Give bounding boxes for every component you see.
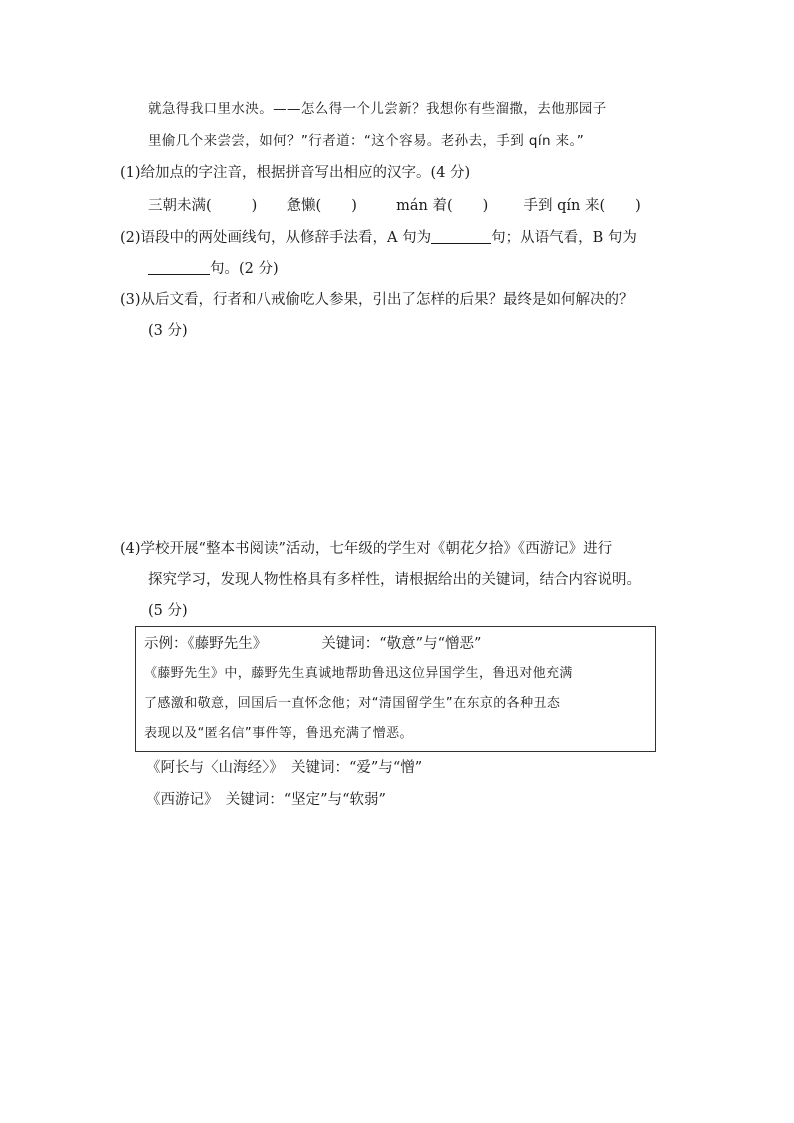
q2-part-3: 句。(2 分) bbox=[210, 261, 279, 277]
example-body-line-1: 《藤野先生》中，藤野先生真诚地帮助鲁迅这位异国学生，鲁迅对他充满 bbox=[144, 666, 573, 681]
example-body-line-3: 表现以及“匿名信”事件等，鲁迅充满了憎恶。 bbox=[144, 726, 413, 741]
q1-item-sanchao: 三朝未满( bbox=[148, 198, 212, 214]
question-4-score: (5 分) bbox=[148, 603, 188, 619]
question-4-line-1: (4)学校开展“整本书阅读”活动，七年级的学生对《朝花夕拾》《西游记》进行 bbox=[120, 541, 613, 557]
question-2-line-1 bbox=[120, 228, 637, 248]
q1-answer-close-1: ) bbox=[251, 198, 258, 214]
q2-part-2: 句；从语气看，B 句为 bbox=[491, 230, 637, 246]
question-4-task-1: 《阿长与〈山海经〉》 关键词：“爱”与“憎” bbox=[146, 760, 423, 776]
question-3-score: (3 分) bbox=[148, 323, 188, 339]
q2-blank-b[interactable] bbox=[148, 259, 210, 275]
q1-answer-close-4: ) bbox=[635, 198, 641, 214]
passage-line-1: 就急得我口里水泱。——怎么得一个儿尝新？我想你有些溜撒，去他那园子 bbox=[148, 101, 607, 117]
q2-blank-a[interactable] bbox=[431, 228, 491, 244]
example-body-line-2: 了感激和敬意，回国后一直怀念他；对“清国留学生”在东京的各种丑态 bbox=[144, 696, 561, 711]
question-1-stem: (1)给加点的字注音，根据拼音写出相应的汉字。(4 分) bbox=[120, 165, 471, 181]
q1-item-qin: 手到 qín 来( bbox=[523, 198, 606, 214]
question-2-line-2 bbox=[148, 259, 279, 279]
example-keywords: 关键词：“敬意”与“憎恶” bbox=[321, 636, 482, 652]
passage-line-2: 里偷几个来尝尝，如何？”行者道：“这个容易。老孙去，手到 qín 来。” bbox=[148, 133, 585, 149]
question-3-stem: (3)从后文看，行者和八戒偷吃人参果，引出了怎样的后果？最终是如何解决的？ bbox=[120, 292, 634, 308]
q2-part-1: (2)语段中的两处画线句，从修辞手法看，A 句为 bbox=[120, 230, 432, 246]
question-1-items bbox=[148, 196, 641, 216]
example-box bbox=[135, 626, 656, 752]
q1-answer-close-3: ) bbox=[482, 198, 489, 214]
q1-item-beilan: 惫懒( bbox=[286, 198, 322, 214]
example-label: 示例：《藤野先生》 bbox=[144, 636, 268, 652]
q1-answer-close-2: ) bbox=[351, 198, 357, 214]
example-header bbox=[144, 634, 481, 654]
q1-item-man: mán 着( bbox=[396, 198, 453, 214]
question-4-line-2: 探究学习，发现人物性格具有多样性，请根据给出的关键词，结合内容说明。 bbox=[148, 572, 641, 588]
question-4-task-2: 《西游记》 关键词：“坚定”与“软弱” bbox=[146, 792, 386, 808]
